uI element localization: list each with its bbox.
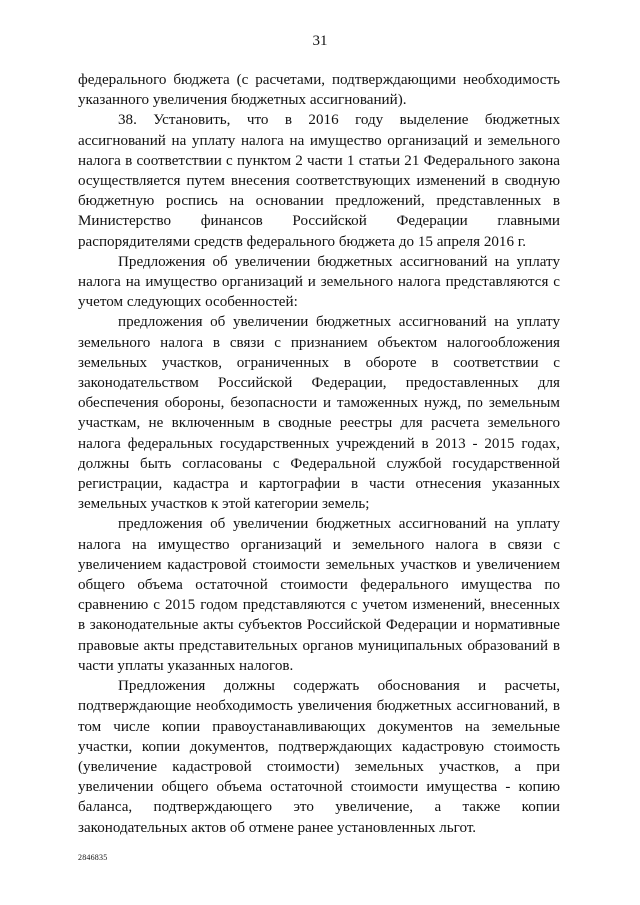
paragraph-proposals-intro: Предложения об увеличении бюджетных ассигнований на уплату налога на имущество организаций и земельного налога представляются с учетом следующих особенностей: [78, 253, 560, 311]
page-number: 31 [312, 33, 328, 49]
document-id: 2846835 [78, 853, 108, 862]
paragraph-land-tax-proposals: предложения об увеличении бюджетных ассигнований на уплату земельного налога в связи с признанием объектом налогообложения земельных участков, ограниченных в обороте в соответствии с законодательством Российской Федерации, предоставленных для обеспечения обороны, безопасности и таможенных нужд, по земельным участкам, не включенным в сводные реестры для расчета земельного налога федеральных государственных учреждений в 2013 - 2015 годах, должны быть согласованы с Федеральной службой государственной регистрации, кадастра и картографии в части отнесения указанных земельных участков к этой категории земель; [78, 314, 560, 513]
paragraph-property-tax-proposals: предложения об увеличении бюджетных ассигнований на уплату налога на имущество организаций и земельного налога в связи с увеличением кадастровой стоимости земельных участков и увеличением общего объема остаточной стоимости федерального имущества по сравнению с 2015 годом представляются с учетом изменений, внесенных в законодательные акты субъектов Российской Федерации и нормативные правовые акты представительных органов муниципальных образований в части уплаты указанных налогов. [78, 516, 560, 674]
paragraph-item-38: 38. Установить, что в 2016 году выделение бюджетных ассигнований на уплату налога на имущество организаций и земельного налога в соответствии с пунктом 2 части 1 статьи 21 Федерального закона осуществляется путем внесения соответствующих изменений в сводную бюджетную роспись на основании предложений, представленных в Министерство финансов Российской Федерации главными распорядителями средств федерального бюджета до 15 апреля 2016 г. [78, 112, 560, 250]
paragraph-continuation: федерального бюджета (с расчетами, подтверждающими необходимость указанного увеличения бюджетных ассигнований). [78, 72, 560, 109]
document-body [78, 70, 560, 838]
paragraph-proposals-requirements: Предложения должны содержать обоснования и расчеты, подтверждающие необходимость увеличения бюджетных ассигнований, в том числе копии правоустанавливающих документов на земельные участки, копии документов, подтверждающих кадастровую стоимость (увеличение кадастровой стоимости) земельных участков, а при увеличении общего объема остаточной стоимости имущества - копию баланса, подтверждающего это увеличение, а также копии законодательных актов об отмене ранее установленных льгот. [78, 678, 560, 836]
